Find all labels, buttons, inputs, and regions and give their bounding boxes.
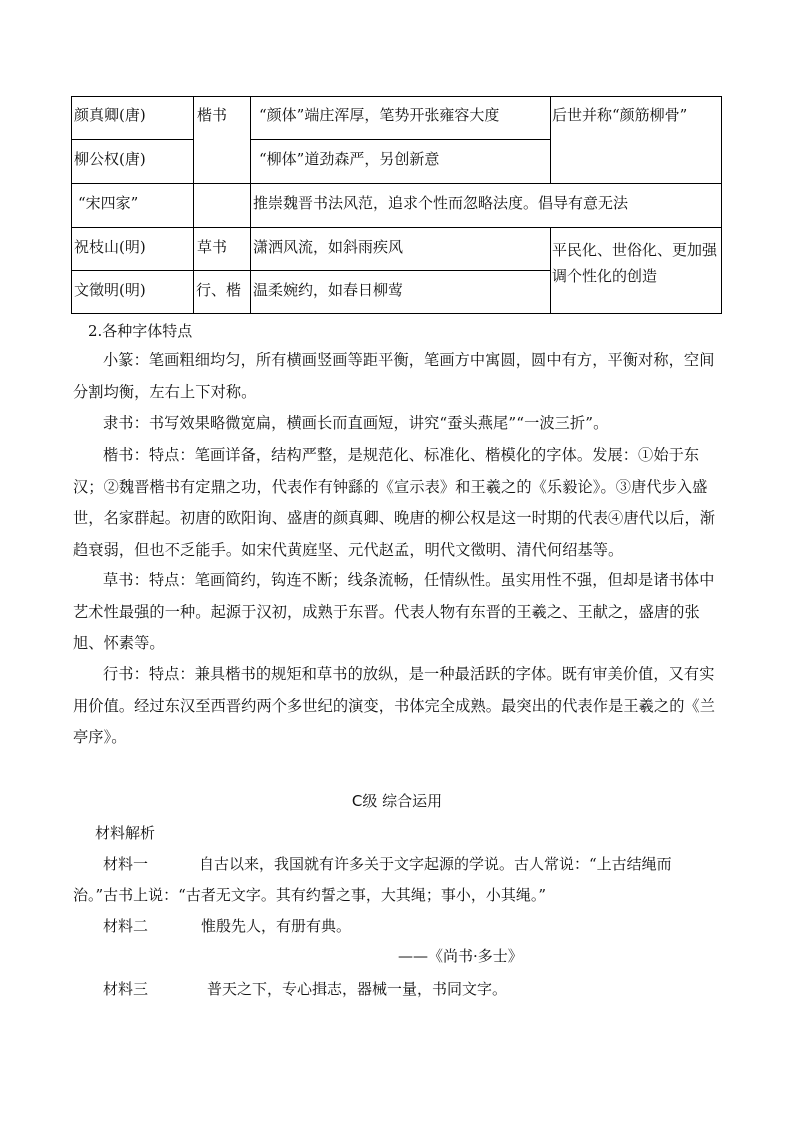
section-title: 2.各种字体特点 xyxy=(88,322,193,340)
table-cell-feature: 潇洒风流，如斜雨疾风 xyxy=(250,227,551,271)
table-cell-name: 祝枝山(明) xyxy=(71,227,194,271)
table-cell-feature: “柳体”道劲森严，另创新意 xyxy=(250,139,551,184)
table-cell-script: 楷书 xyxy=(193,96,251,184)
material-1-label: 材料一 xyxy=(103,855,149,873)
material-1-text: 治。”古书上说：“古者无文字。其有约誓之事，大其绳；事小，小其绳。” xyxy=(73,886,547,904)
paragraph-caoshu: 草书：特点：笔画简约，钩连不断；线条流畅，任情纵性。虽实用性不强，但却是诸书体中艺术性最强的一种。起源于汉初，成熟于东晋。代表人物有东晋的王羲之、王献之，盛唐的张旭、怀素等。 xyxy=(73,571,715,652)
table-cell-feature: 温柔婉约，如春日柳莺 xyxy=(250,270,551,314)
table-cell-feature: “颜体”端庄浑厚，笔势开张雍容大度 xyxy=(250,96,551,140)
paragraph-xiaozhuan: 小篆：笔画粗细均匀，所有横画竖画等距平衡，笔画方中寓圆，圆中有方，平衡对称，空间分割均衡，左右上下对称。 xyxy=(73,351,715,401)
table-cell-note: 后世并称“颜筋柳骨” xyxy=(550,96,722,184)
paragraph-kaishu: 楷书：特点：笔画详备，结构严整，是规范化、标准化、楷模化的字体。发展：①始于东汉；②魏晋楷书有定鼎之功，代表作有钟繇的《宣示表》和王羲之的《乐毅论》。③唐代步入盛世，名家群起。初唐的欧阳询、盛唐的颜真卿、晚唐的柳公权是这一时期的代表④唐代以后，渐趋衰弱，但也不乏能手。如宋代黄庭坚、元代赵孟，明代文徵明、清代何绍基等。 xyxy=(73,446,716,559)
table-cell-feature: 推崇魏晋书法风范，追求个性而忽略法度。倡导有意无法 xyxy=(250,183,722,228)
table-cell-script xyxy=(193,183,251,228)
paragraph-lishu: 隶书：书写效果略微宽扁，横画长而直画短，讲究“蚕头燕尾”“一波三折”。 xyxy=(103,414,609,432)
material-2-source: ——《尚书·多士》 xyxy=(398,947,523,965)
calligraphers-table xyxy=(71,96,722,314)
material-subheading: 材料解析 xyxy=(95,824,156,842)
table-note-line: 平民化、世俗化、更加强 xyxy=(552,241,718,259)
table-note-line: 调个性化的创造 xyxy=(552,267,658,285)
table-cell-name: 文徵明(明) xyxy=(71,270,194,314)
material-2-text: 惟殷先人，有册有典。 xyxy=(201,917,352,935)
material-3-text: 普天之下，专心揖志，器械一量，书同文字。 xyxy=(207,980,508,998)
paragraph-xingshu: 行书：特点：兼具楷书的规矩和草书的放纵，是一种最活跃的字体。既有审美价值，又有实用价值。经过东汉至西晋约两个多世纪的演变，书体完全成熟。最突出的代表作是王羲之的《兰亭序》。 xyxy=(73,665,716,746)
material-1-text: 自古以来，我国就有许多关于文字起源的学说。古人常说：“上古结绳而 xyxy=(199,855,672,873)
table-cell-name: 柳公权(唐) xyxy=(71,139,194,184)
table-cell-script: 草书 xyxy=(193,227,251,271)
table-cell-script: 行、楷 xyxy=(193,270,251,314)
material-2-label: 材料二 xyxy=(103,917,149,935)
material-3-label: 材料三 xyxy=(103,980,149,998)
table-cell-name: 颜真卿(唐) xyxy=(71,96,194,140)
table-cell-note xyxy=(550,227,722,314)
table-cell-name: “宋四家” xyxy=(71,183,194,228)
section-c-heading: C级 综合运用 xyxy=(351,792,443,810)
